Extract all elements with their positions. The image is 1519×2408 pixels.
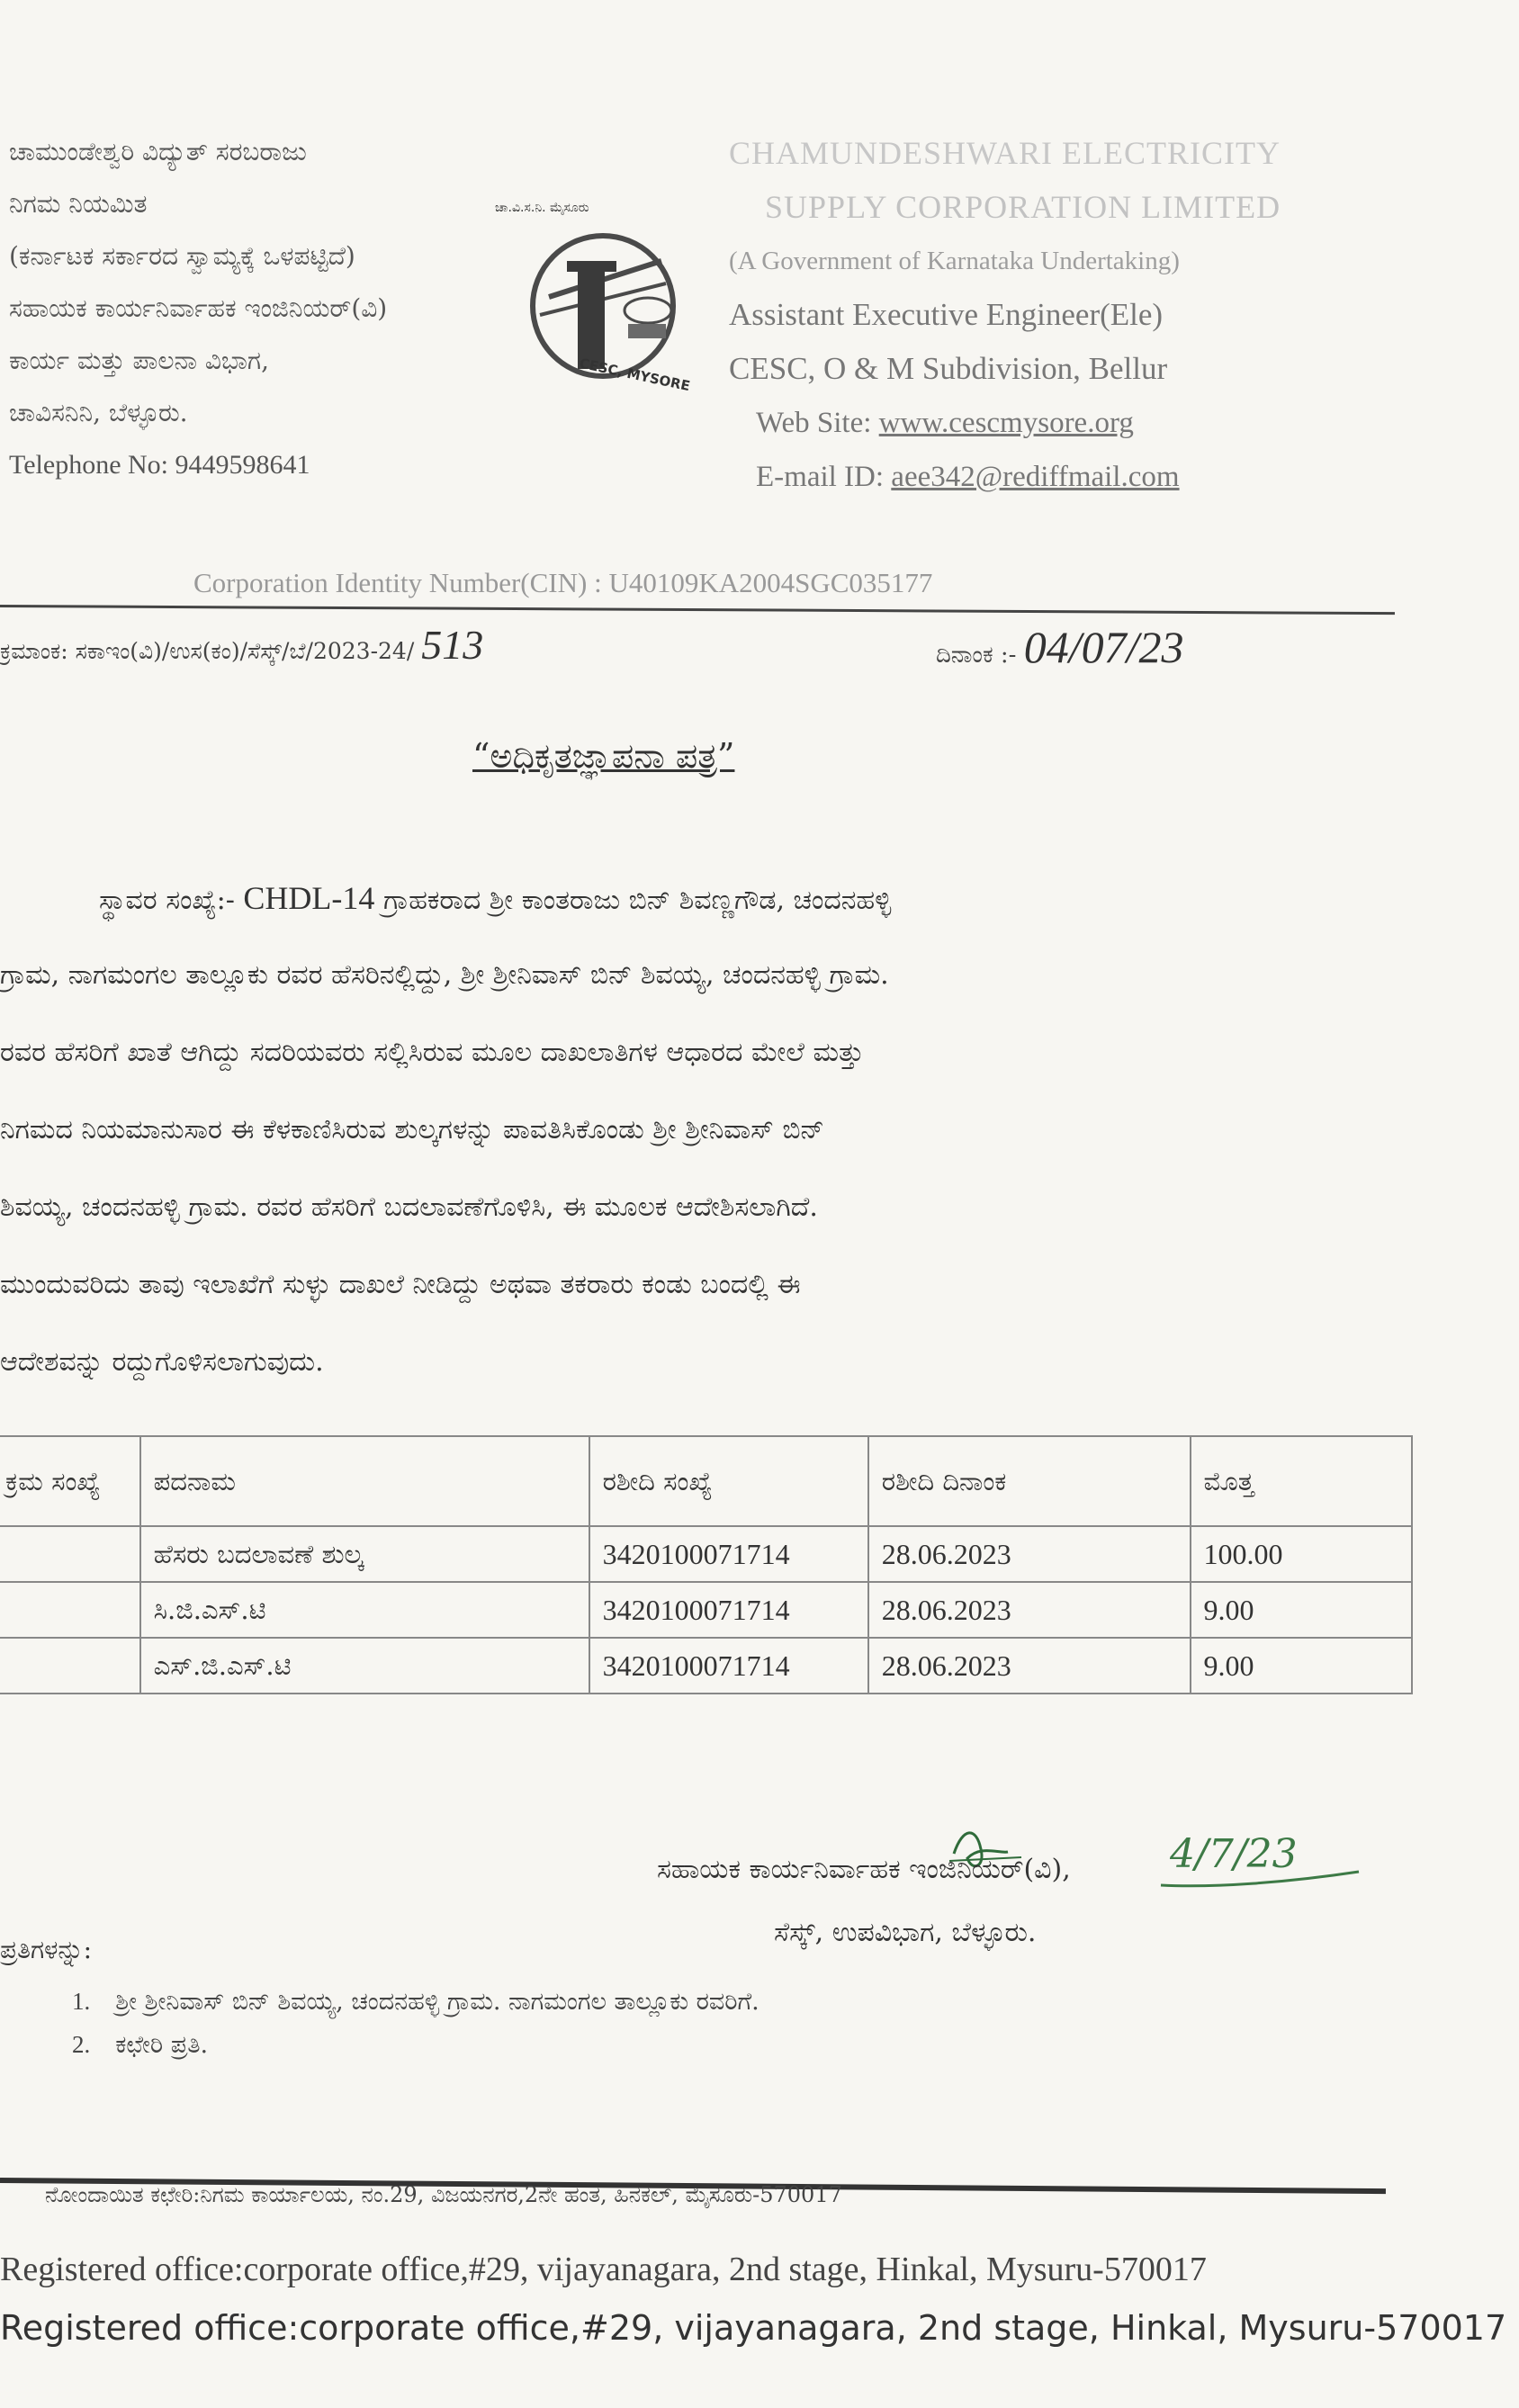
cell-designation: ಹೆಸರು ಬದಲಾವಣೆ ಶುಲ್ಕ xyxy=(140,1526,589,1582)
website-link[interactable]: www.cescmysore.org xyxy=(878,407,1134,439)
body-line-3: ರವರ ಹೆಸರಿಗೆ ಖಾತೆ ಆಗಿದ್ದು ಸದರಿಯವರು ಸಲ್ಲಿಸಿರುವ ಮೂಲ ದಾಖಲಾತಿಗಳ ಆಧಾರದ ಮೇಲೆ ಮತ್ತು xyxy=(0,1037,865,1068)
website-line xyxy=(729,396,1359,450)
fees-table xyxy=(0,1435,1413,1694)
cell-receipt-date: 28.06.2023 xyxy=(868,1526,1191,1582)
office-place: ಚಾವಿಸನಿನಿ, ಬೆಳ್ಳೂರು. xyxy=(9,398,188,427)
list-text: ಶ್ರೀ ಶ್ರೀನಿವಾಸ್ ಬಿನ್ ಶಿವಯ್ಯ, ಚಂದನಹಳ್ಳಿ ಗ್ರಾಮ. ನಾಗಮಂಗಲ ತಾಲ್ಲೂಕು ರವರಿಗೆ. xyxy=(115,1988,760,2016)
letterhead-kannada xyxy=(9,126,513,491)
cell-receipt-date: 28.06.2023 xyxy=(868,1638,1191,1694)
list-number: 2. xyxy=(72,2031,91,2058)
cesc-logo xyxy=(495,201,711,395)
corp-name-line2: SUPPLY CORPORATION LIMITED xyxy=(765,189,1281,225)
col-amount: ಮೊತ್ತ xyxy=(1191,1436,1412,1526)
govt-undertaking: (A Government of Karnataka Undertaking) xyxy=(729,247,1180,275)
copies-list xyxy=(72,1980,760,2066)
org-name-line1: ಚಾಮುಂಡೇಶ್ವರಿ ವಿದ್ಯುತ್ ಸರಬರಾಜು xyxy=(9,137,307,166)
footer-kannada: ನೋಂದಾಯಿತ ಕಛೇರಿ:ನಿಗಮ ಕಾರ್ಯಾಲಯ, ನಂ.29, ವಿಜಯನಗರ,2ನೇ ಹಂತ, ಹಿನಕಲ್, ಮೈಸೂರು-570017 xyxy=(45,2182,842,2207)
office-subdivision: CESC, O & M Subdivision, Bellur xyxy=(729,351,1168,386)
body-line-5: ಶಿವಯ್ಯ, ಚಂದನಹಳ್ಳಿ ಗ್ರಾಮ. ರವರ ಹೆಸರಿಗೆ ಬದಲಾವಣೆಗೊಳಿಸಿ, ಈ ಮೂಲಕ ಆದೇಶಿಸಲಾಗಿದೆ. xyxy=(0,1191,818,1223)
logo-top-text: ಚಾ.ವಿ.ಸ.ನಿ. ಮೈಸೂರು xyxy=(495,201,589,215)
cell-amount: 9.00 xyxy=(1191,1582,1412,1638)
cell-receipt-date: 28.06.2023 xyxy=(868,1582,1191,1638)
document-title: “ಅಧಿಕೃತಜ್ಞಾಪನಾ ಪತ್ರ” xyxy=(472,736,735,776)
col-receipt-date: ರಶೀದಿ ದಿನಾಂಕ xyxy=(868,1436,1191,1526)
office-division: ಕಾರ್ಯ ಮತ್ತು ಪಾಲನಾ ವಿಭಾಗ, xyxy=(9,346,269,375)
reference-number xyxy=(0,621,483,669)
logo-bottom-text: CESC, MYSORE xyxy=(578,355,692,395)
cell-serial xyxy=(0,1638,140,1694)
date-handwritten: 04/07/23 xyxy=(1023,622,1184,672)
body-line-1-prefix: ಸ್ಥಾವರ ಸಂಖ್ಯೆ:- xyxy=(99,885,235,916)
corp-name-line1: CHAMUNDESHWARI ELECTRICITY xyxy=(729,135,1281,171)
table-row xyxy=(0,1638,1412,1694)
installation-code: CHDL-14 xyxy=(243,880,375,916)
office-designation: Assistant Executive Engineer(Ele) xyxy=(729,297,1164,332)
org-name-line2: ನಿಗಮ ನಿಯಮಿತ xyxy=(9,189,148,219)
cell-amount: 9.00 xyxy=(1191,1638,1412,1694)
cell-designation: ಸಿ.ಜಿ.ಎಸ್.ಟಿ xyxy=(140,1582,589,1638)
cin-number: Corporation Identity Number(CIN) : U40109KA2004SGC035177 xyxy=(193,567,933,598)
letterhead-divider xyxy=(0,605,1395,615)
order-body xyxy=(0,859,1399,1401)
cell-designation: ಎಸ್.ಜಿ.ಎಸ್.ಟಿ xyxy=(140,1638,589,1694)
signature-date: 4/7/23 xyxy=(1170,1831,1298,1877)
cell-serial xyxy=(0,1582,140,1638)
table-header-row xyxy=(0,1436,1412,1526)
table-row xyxy=(0,1526,1412,1582)
website-label: Web Site: xyxy=(756,407,872,439)
body-line-2: ಗ್ರಾಮ, ನಾಗಮಂಗಲ ತಾಲ್ಲೂಕು ರವರ ಹೆಸರಿನಲ್ಲಿದ್ದು, ಶ್ರೀ ಶ್ರೀನಿವಾಸ್ ಬಿನ್ ಶಿವಯ್ಯ, ಚಂದನಹಳ್ಳಿ ಗ್ರಾಮ. xyxy=(0,959,889,991)
body-line-1 xyxy=(0,859,1399,937)
letterhead-english xyxy=(729,126,1359,504)
footer-english-sans: Registered office:corporate office,#29, vijayanagara, 2nd stage, Hinkal, Mysuru-570017 xyxy=(0,2308,1507,2348)
date-label: ದಿನಾಂಕ :- xyxy=(936,642,1017,669)
signatory-office: ಸೆಸ್ಕ್, ಉಪವಿಭಾಗ, ಬೆಳ್ಳೂರು. xyxy=(774,1917,1037,1948)
email-label: E-mail ID: xyxy=(756,461,885,493)
reference-prefix: ಕ್ರಮಾಂಕ: ಸಕಾಇಂ(ವಿ)/ಉಸ(ಕಂ)/ಸೆಸ್ಕ್/ಬೆ/2023-24/ xyxy=(0,638,415,664)
body-line-1-rest: ಗ್ರಾಹಕರಾದ ಶ್ರೀ ಕಾಂತರಾಜು ಬಿನ್ ಶಿವಣ್ಣಗೌಡ, ಚಂದನಹಳ್ಳಿ xyxy=(382,885,892,916)
cell-serial xyxy=(0,1526,140,1582)
col-receipt-no: ರಶೀದಿ ಸಂಖ್ಯೆ xyxy=(589,1436,868,1526)
list-text: ಕಛೇರಿ ಪ್ರತಿ. xyxy=(115,2031,209,2059)
copies-label: ಪ್ರತಿಗಳನ್ನು: xyxy=(0,1935,93,1964)
telephone: Telephone No: 9449598641 xyxy=(9,450,310,480)
cell-amount: 100.00 xyxy=(1191,1526,1412,1582)
col-serial: ಕ್ರಮ ಸಂಖ್ಯೆ xyxy=(0,1436,140,1526)
footer-english-serif: Registered office:corporate office,#29, vijayanagara, 2nd stage, Hinkal, Mysuru-570017 xyxy=(0,2251,1207,2288)
cell-receipt-no: 3420100071714 xyxy=(589,1638,868,1694)
letter-date xyxy=(936,621,1184,673)
email-line xyxy=(729,450,1359,504)
list-number: 1. xyxy=(72,1988,91,2015)
col-designation: ಪದನಾಮ xyxy=(140,1436,589,1526)
table-row xyxy=(0,1582,1412,1638)
list-item xyxy=(72,1980,760,2023)
office-title: ಸಹಾಯಕ ಕಾರ್ಯನಿರ್ವಾಹಕ ಇಂಜಿನಿಯರ್(ವಿ) xyxy=(9,293,388,323)
reference-handwritten-number: 513 xyxy=(421,622,484,668)
govt-note: (ಕರ್ನಾಟಕ ಸರ್ಕಾರದ ಸ್ವಾಮ್ಯಕ್ಕೆ ಒಳಪಟ್ಟಿದೆ) xyxy=(9,241,355,271)
list-item xyxy=(72,2023,760,2066)
signatory-title: ಸಹಾಯಕ ಕಾರ್ಯನಿರ್ವಾಹಕ ಇಂಜಿನಿಯರ್(ವಿ), xyxy=(657,1854,1071,1885)
body-line-7: ಆದೇಶವನ್ನು ರದ್ದುಗೊಳಿಸಲಾಗುವುದು. xyxy=(0,1346,324,1378)
cell-receipt-no: 3420100071714 xyxy=(589,1526,868,1582)
cell-receipt-no: 3420100071714 xyxy=(589,1582,868,1638)
body-line-6: ಮುಂದುವರಿದು ತಾವು ಇಲಾಖೆಗೆ ಸುಳ್ಳು ದಾಖಲೆ ನೀಡಿದ್ದು ಅಥವಾ ತಕರಾರು ಕಂಡು ಬಂದಲ್ಲಿ ಈ xyxy=(0,1269,801,1300)
body-line-4: ನಿಗಮದ ನಿಯಮಾನುಸಾರ ಈ ಕೆಳಕಾಣಿಸಿರುವ ಶುಲ್ಕಗಳನ್ನು ಪಾವತಿಸಿಕೊಂಡು ಶ್ರೀ ಶ್ರೀನಿವಾಸ್ ಬಿನ್ xyxy=(0,1114,824,1146)
email-link[interactable]: aee342@rediffmail.com xyxy=(891,461,1180,493)
